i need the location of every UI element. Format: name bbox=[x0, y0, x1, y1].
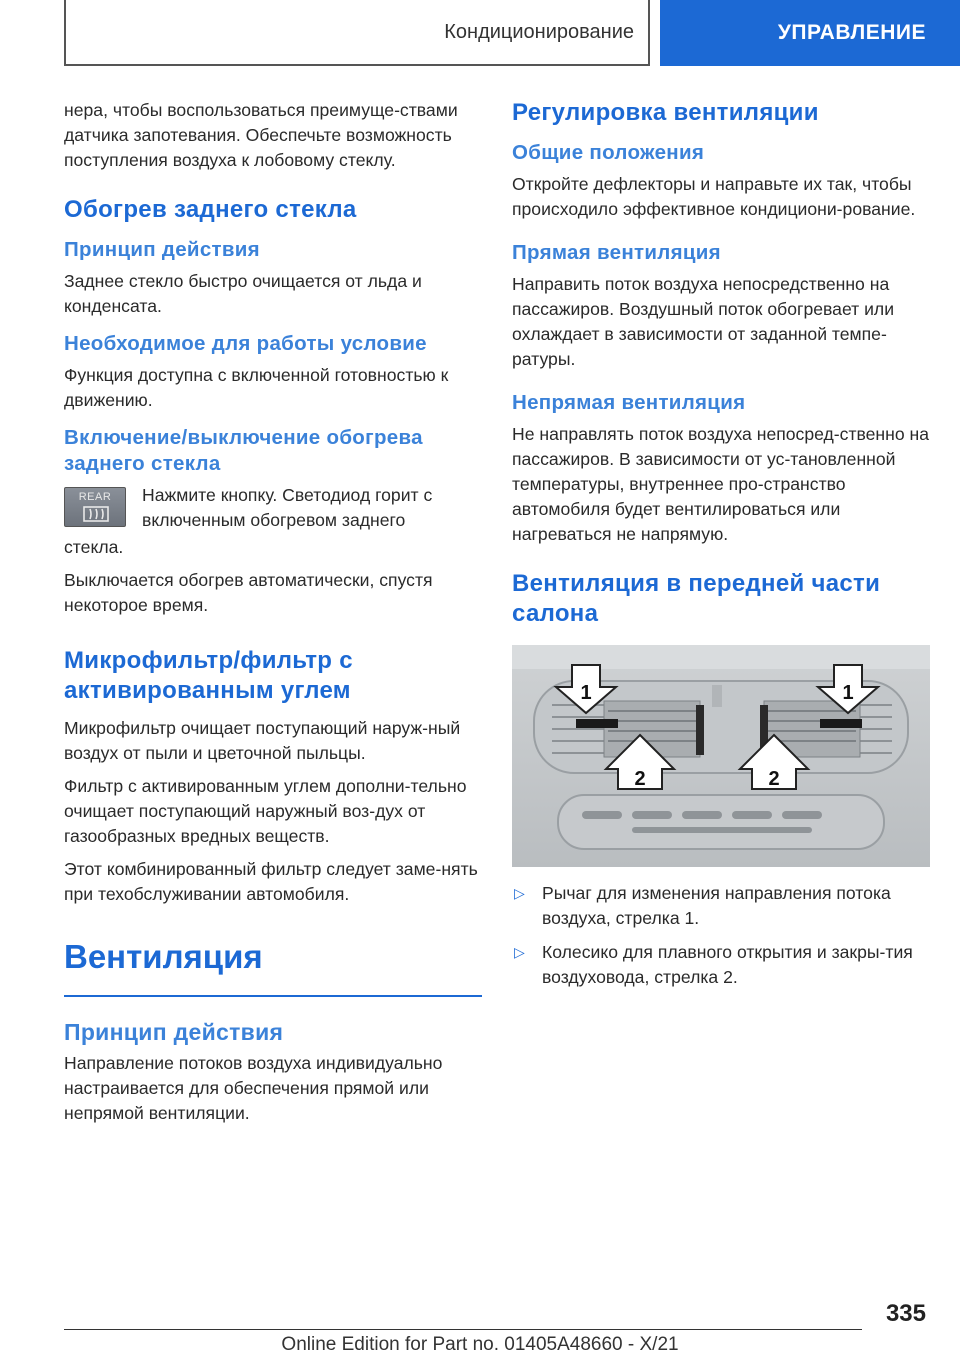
air-direction-lever-left bbox=[576, 719, 618, 728]
thumbwheel-left bbox=[696, 705, 704, 755]
intro-paragraph: нера, чтобы воспользоваться преимуще-ствами датчика запотевания. Обеспечьте возможность поступления воздуха к лобовому стеклу. bbox=[64, 100, 458, 170]
bullet-triangle-icon: ▷ bbox=[514, 944, 525, 960]
microfilter-paragraph-1: Микрофильтр очищает поступающий наруж-ный воздух от пыли и цветочной пыльцы. bbox=[64, 718, 461, 763]
microfilter-paragraph-3: Этот комбинированный фильтр следует заме-нять при техобслуживании автомобиля. bbox=[64, 859, 478, 904]
bullet-triangle-icon: ▷ bbox=[514, 885, 525, 901]
air-direction-lever-right bbox=[820, 719, 862, 728]
condition-paragraph: Функция доступна с включенной готовностью к движению. bbox=[64, 365, 449, 410]
general-paragraph: Откройте дефлекторы и направьте их так, чтобы происходило эффективное кондициони-рование. bbox=[512, 174, 916, 219]
heading-ventilation: Вентиляция bbox=[64, 937, 482, 997]
press-button-paragraph: Нажмите кнопку. Светодиод горит с включенным обогревом заднего bbox=[142, 485, 433, 530]
auto-off-paragraph: Выключается обогрев автоматически, спустя некоторое время. bbox=[64, 570, 433, 615]
heading-front-ventilation: Вентиляция в передней части салона bbox=[512, 570, 881, 627]
list-item: ▷ Рычаг для изменения направления потока воздуха, стрелка 1. bbox=[514, 883, 891, 928]
heading-indirect-ventilation: Непрямая вентиляция bbox=[512, 391, 746, 414]
principle-paragraph: Заднее стекло быстро очищается от льда и конденсата. bbox=[64, 271, 422, 316]
heading-direct-ventilation: Прямая вентиляция bbox=[512, 241, 721, 264]
microfilter-paragraph-2: Фильтр с активированным углем дополни-тельно очищает поступающий наружный воз-дух от газообразных вредных веществ. bbox=[64, 776, 467, 846]
header-chapter-title: УПРАВЛЕНИЕ bbox=[777, 21, 926, 44]
left-column bbox=[64, 98, 482, 1134]
footer-edition-link[interactable]: Online Edition for Part no. 01405A48660 - X/21 bbox=[281, 1334, 679, 1355]
heading-vent-principle: Принцип действия bbox=[64, 1019, 284, 1045]
callout-1-left: 1 bbox=[580, 682, 592, 704]
air-vent-illustration bbox=[512, 645, 930, 867]
callout-2-right: 2 bbox=[768, 768, 780, 790]
direct-ventilation-paragraph: Направить поток воздуха непосредственно на пассажиров. Воздушный поток обогревает или охлаждает в зависимости от заданной темпе-ратуры. bbox=[512, 274, 895, 369]
header-section-title: Кондиционирование bbox=[444, 20, 634, 43]
right-column bbox=[512, 98, 930, 999]
callout-2-left: 2 bbox=[634, 768, 646, 790]
rear-defrost-icon bbox=[82, 505, 110, 523]
heading-ventilation-adjust: Регулировка вентиляции bbox=[512, 99, 819, 126]
rear-button-instruction bbox=[64, 483, 482, 535]
page-number: 335 bbox=[885, 1300, 926, 1327]
press-button-continuation: стекла. bbox=[64, 537, 124, 557]
heading-rear-window-heating: Обогрев заднего стекла bbox=[64, 196, 357, 223]
rear-button-label: REAR bbox=[78, 491, 112, 503]
heading-on-off: Включение/выключение обогрева заднего стекла bbox=[64, 426, 423, 475]
vent-controls-list bbox=[512, 881, 930, 990]
heading-condition: Необходимое для работы условие bbox=[64, 332, 427, 355]
list-item: ▷ Колесико для плавного открытия и закры-тия воздуховода, стрелка 2. bbox=[514, 942, 913, 987]
heading-microfilter: Микрофильтр/фильтр с активированным углем bbox=[64, 647, 353, 704]
header-chapter-tab bbox=[660, 0, 960, 66]
heading-general: Общие положения bbox=[512, 141, 705, 164]
heading-principle: Принцип действия bbox=[64, 238, 260, 261]
header-section-tab bbox=[64, 0, 650, 66]
vent-principle-paragraph: Направление потоков воздуха индивидуально настраивается для обеспечения прямой или непрямой вентиляции. bbox=[64, 1053, 443, 1123]
air-vent-photo bbox=[512, 645, 930, 867]
rear-defrost-button-image bbox=[64, 487, 126, 527]
callout-1-right: 1 bbox=[842, 682, 854, 704]
footer-divider bbox=[64, 1329, 862, 1330]
indirect-ventilation-paragraph: Не направлять поток воздуха непосред-ственно на пассажиров. В зависимости от ус-тановленной температуры, внутреннее про-странство автомобиля будет вентилироваться или нагреваться не напрямую. bbox=[512, 424, 930, 544]
